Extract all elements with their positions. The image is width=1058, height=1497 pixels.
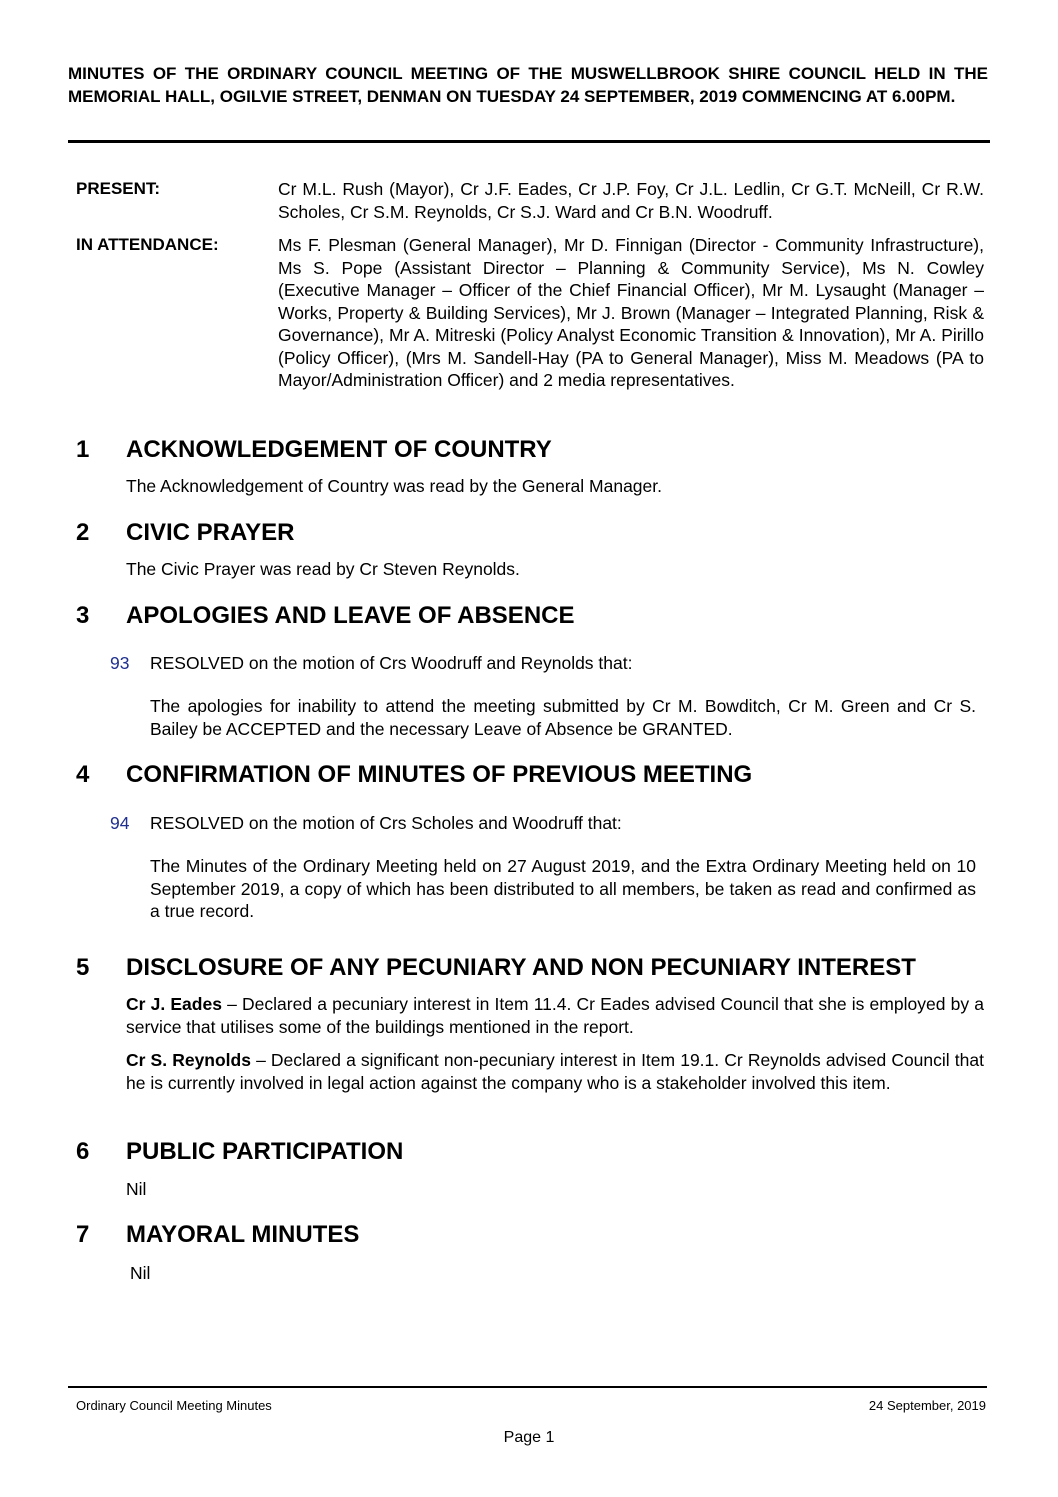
section-title: ACKNOWLEDGEMENT OF COUNTRY	[126, 436, 552, 463]
section-title: CIVIC PRAYER	[126, 519, 295, 546]
footer-divider	[68, 1386, 987, 1388]
footer-document-title: Ordinary Council Meeting Minutes	[76, 1398, 272, 1413]
heading-divider	[68, 140, 990, 143]
councillor-name: Cr S. Reynolds	[126, 1050, 251, 1070]
section-text: The Civic Prayer was read by Cr Steven Reynolds.	[126, 559, 520, 579]
resolution-intro: RESOLVED on the motion of Crs Scholes and Woodruff that:	[150, 813, 622, 833]
section-number: 1	[76, 436, 90, 463]
section-title: DISCLOSURE OF ANY PECUNIARY AND NON PECUNIARY INTEREST	[126, 954, 916, 981]
section-title: MAYORAL MINUTES	[126, 1221, 360, 1248]
section-number: 6	[76, 1138, 90, 1165]
page-number: Page 1	[503, 1429, 555, 1446]
resolution-body: The apologies for inability to attend the meeting submitted by Cr M. Bowditch, Cr M. Green and Cr S. Bailey be ACCEPTED and the necessary Leave of Absence be GRANTED.	[150, 696, 976, 739]
section-number: 3	[76, 602, 90, 629]
councillor-name: Cr J. Eades	[126, 994, 222, 1014]
section-title: APOLOGIES AND LEAVE OF ABSENCE	[126, 602, 575, 629]
document-heading: MINUTES OF THE ORDINARY COUNCIL MEETING OF THE MUSWELLBROOK SHIRE COUNCIL HELD IN THE MEMORIAL HALL, OGILVIE STREET, DENMAN ON TUESDAY 24 SEPTEMBER, 2019 COMMENCING AT 6.00PM.	[68, 64, 988, 106]
resolution-intro: RESOLVED on the motion of Crs Woodruff and Reynolds that:	[150, 653, 633, 673]
footer-date: 24 September, 2019	[868, 1398, 986, 1413]
section-number: 2	[76, 519, 90, 546]
section-text: Nil	[126, 1179, 147, 1199]
section-number: 7	[76, 1221, 90, 1248]
resolution-body: The Minutes of the Ordinary Meeting held on 27 August 2019, and the Extra Ordinary Meeting held on 10 September 2019, a copy of which has been distributed to all members, be taken as read and confirmed as a true record.	[150, 856, 976, 921]
in-attendance-label: IN ATTENDANCE:	[76, 235, 219, 254]
section-text: Nil	[130, 1263, 151, 1283]
interest-declaration	[126, 993, 984, 1038]
section-number: 5	[76, 954, 90, 981]
section-title: CONFIRMATION OF MINUTES OF PREVIOUS MEETING	[126, 761, 753, 788]
section-number: 4	[76, 761, 90, 788]
resolution-number: 94	[110, 813, 130, 833]
resolution-number: 93	[110, 653, 130, 673]
section-text: The Acknowledgement of Country was read by the General Manager.	[126, 476, 662, 496]
declaration-text: – Declared a pecuniary interest in Item 11.4. Cr Eades advised Council that she is employed by a service that utilises some of the buildings mentioned in the report.	[126, 994, 985, 1037]
present-list: Cr M.L. Rush (Mayor), Cr J.F. Eades, Cr J.P. Foy, Cr J.L. Ledlin, Cr G.T. McNeill, Cr R.W. Scholes, Cr S.M. Reynolds, Cr S.J. Ward and Cr B.N. Woodruff.	[278, 179, 984, 222]
section-title: PUBLIC PARTICIPATION	[126, 1138, 404, 1165]
in-attendance-list: Ms F. Plesman (General Manager), Mr D. Finnigan (Director - Community Infrastructure), Ms S. Pope (Assistant Director – Planning & Community Service), Ms N. Cowley (Executive Manager – Officer of the Chief Financial Officer), Mr M. Lysaught (Manager – Works, Property & Building Services), Mr J. Brown (Manager – Integrated Planning, Risk & Governance), Mr A. Mitreski (Policy Analyst Economic Transition & Innovation), Mr A. Pirillo (Policy Officer), (Mrs M. Sandell-Hay (PA to General Manager), Miss M. Meadows (PA to Mayor/Administration Officer) and 2 media representatives.	[278, 235, 984, 390]
present-label: PRESENT:	[76, 179, 161, 198]
declaration-text: – Declared a significant non-pecuniary interest in Item 19.1. Cr Reynolds advised Council that he is currently involved in legal action against the company who is a stakeholder involved this item.	[126, 1050, 984, 1093]
interest-declaration	[126, 1049, 984, 1094]
